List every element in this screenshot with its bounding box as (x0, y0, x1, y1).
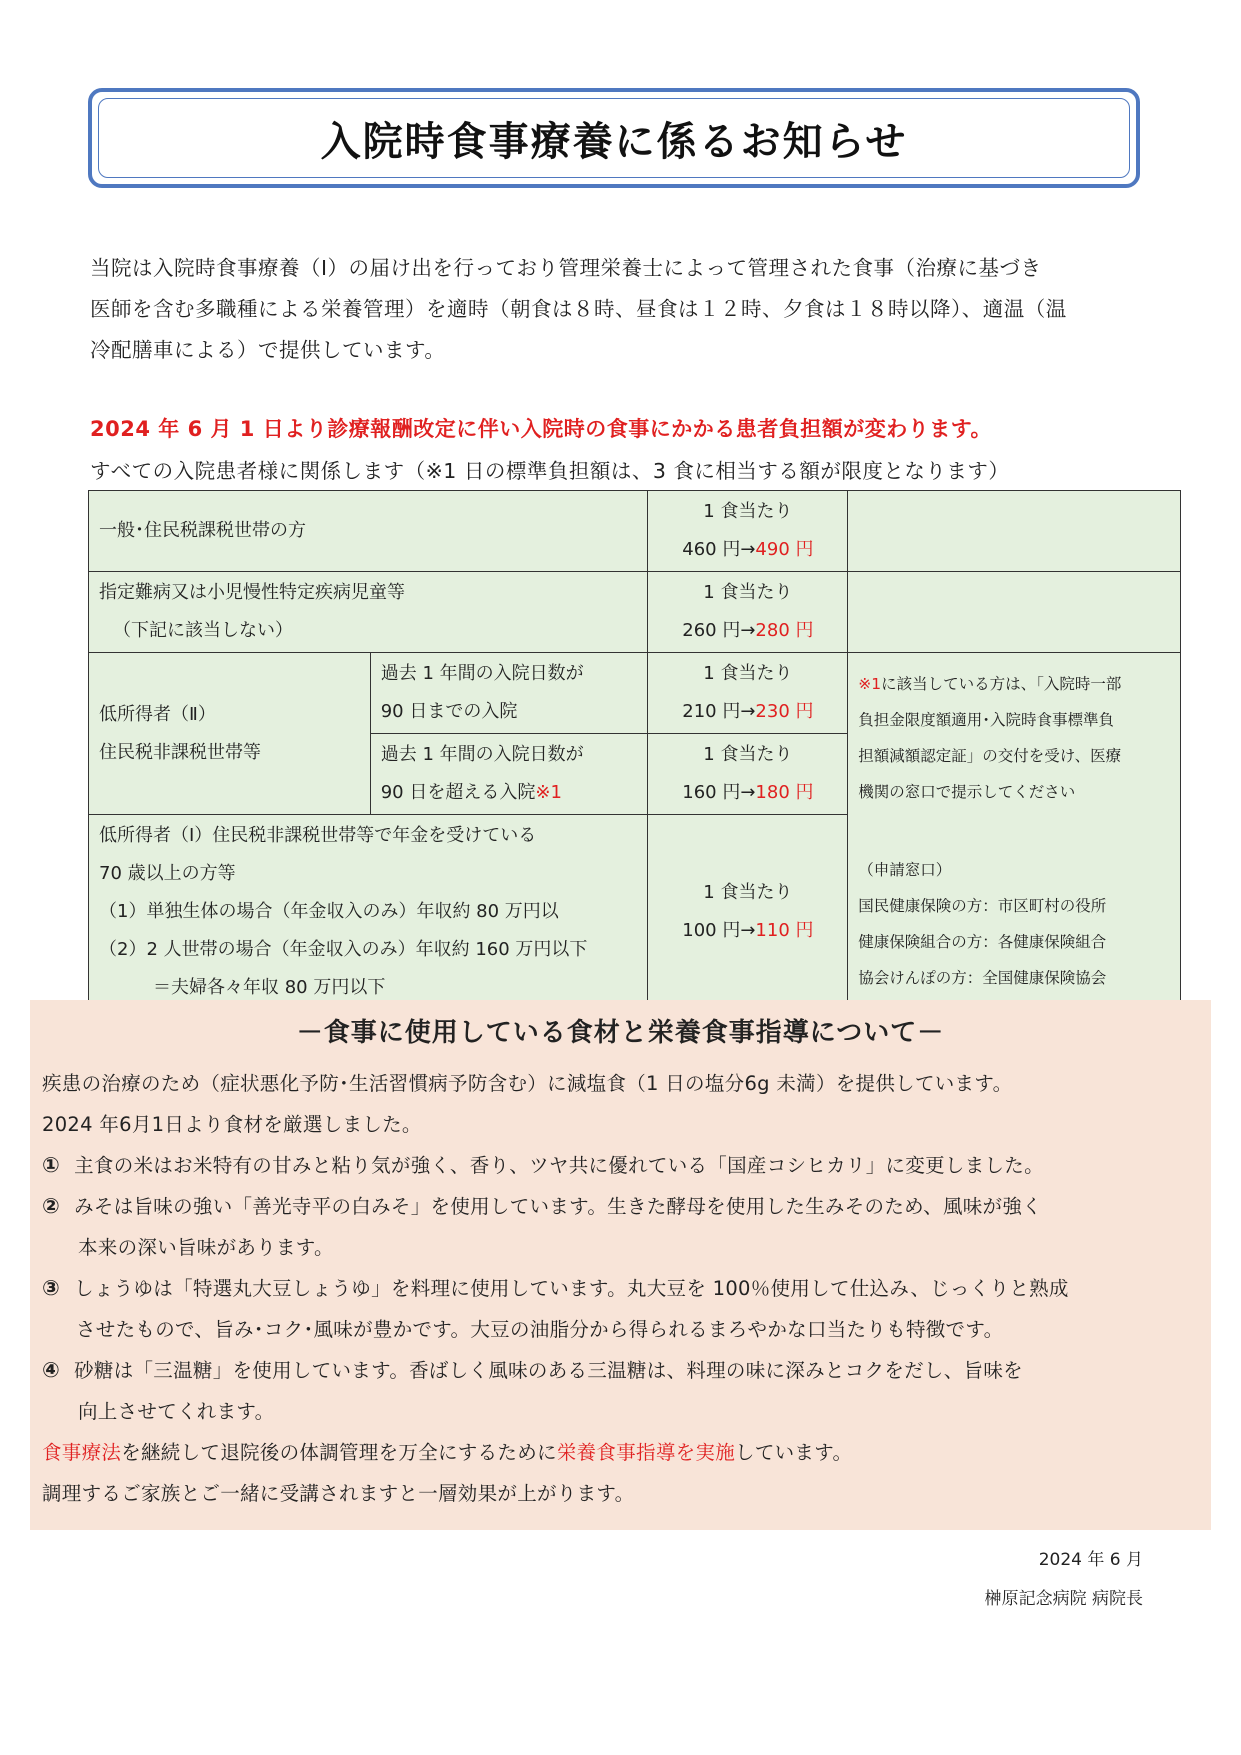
category-cell (89, 491, 648, 572)
price-unit: 1 食当たり (703, 582, 793, 603)
category-label: （2）2 人世帯の場合（年金収入のみ）年収約 160 万円以下 (99, 939, 588, 960)
empty-cell (848, 572, 1181, 653)
highlight-text: 栄養食事指導を実施 (556, 1441, 736, 1464)
item-text: 砂糖は「三温糖」を使用しています。香ばしく風味のある三温糖は、料理の味に深みとコクをだし、旨味を (74, 1359, 1023, 1382)
price-unit: 1 食当たり (703, 882, 793, 903)
subcategory-label: 過去 1 年間の入院日数が (380, 663, 584, 684)
closing-text: しています。 (735, 1441, 853, 1464)
price-new: 230 円 (755, 701, 814, 722)
closing-text: を継続して退院後の体調管理を万全にするために (121, 1441, 557, 1464)
price-cell (648, 491, 848, 572)
intro-line: 当院は入院時食事療養（Ⅰ）の届け出を行っており管理栄養士によって管理された食事（治療に基づき (90, 256, 1042, 280)
note-text: に該当している方は、「入院時一部 (881, 675, 1122, 693)
note-text: 負担金限度額適用･入院時食事標準負 (858, 711, 1115, 729)
price-new: 110 円 (755, 920, 814, 941)
note-cell (848, 653, 1181, 1010)
category-label: ＝夫婦各々年収 80 万円以下 (153, 977, 386, 998)
item-number: ④ (42, 1358, 61, 1382)
price-new: 180 円 (755, 782, 814, 803)
category-cell (89, 815, 648, 1010)
price-unit: 1 食当たり (703, 663, 793, 684)
price-old: 460 円→ (682, 539, 756, 560)
category-label: 70 歳以上の方等 (99, 863, 236, 884)
item-text-continued: 本来の深い旨味があります。 (78, 1236, 334, 1259)
price-old: 260 円→ (682, 620, 756, 641)
price-new: 490 円 (755, 539, 814, 560)
subcategory-label: 過去 1 年間の入院日数が (380, 744, 584, 765)
window-item: 国民健康保険の方：市区町村の役所 (858, 897, 1107, 915)
section-paragraph: 2024 年6月1日より食材を厳選しました。 (42, 1113, 422, 1136)
list-item (42, 1186, 1202, 1227)
intro-text (90, 248, 1150, 371)
intro-line: 冷配膳車による）で提供しています。 (90, 338, 446, 362)
price-cell (648, 572, 848, 653)
signer: 榊原記念病院 病院長 (984, 1589, 1143, 1609)
subcategory-label: 90 日までの入院 (380, 701, 518, 722)
window-heading: （申請窓口） (858, 861, 952, 879)
table-row (89, 572, 1181, 653)
category-label: 低所得者（Ⅰ）住民税非課税世帯等で年金を受けている (99, 825, 537, 846)
note-reference-mark: ※1 (535, 782, 562, 803)
price-cell (648, 734, 848, 815)
section-title: －食事に使用している食材と栄養食事指導について－ (296, 1018, 945, 1048)
page-title: 入院時食事療養に係るお知らせ (98, 98, 1130, 178)
fee-table (88, 490, 1181, 1010)
item-text: みそは旨味の強い「善光寺平の白みそ」を使用しています。生きた酵母を使用した生みそのため、風味が強く (74, 1195, 1042, 1218)
price-unit: 1 食当たり (703, 744, 793, 765)
section-paragraph: 疾患の治療のため（症状悪化予防･生活習慣病予防含む）に減塩食（1 日の塩分6g 未満）を提供しています。 (42, 1072, 1013, 1095)
category-label: （1）単独生体の場合（年金収入のみ）年収約 80 万円以 (99, 901, 559, 922)
subcategory-cell (370, 653, 648, 734)
item-text: しょうゆは「特選丸大豆しょうゆ」を料理に使用しています。丸大豆を 100％使用して仕込み、じっくりと熟成 (74, 1277, 1069, 1300)
issue-date: 2024 年 6 月 (1038, 1550, 1143, 1570)
item-text-continued: させたもので、旨み･コク･風味が豊かです。大豆の油脂分から得られるまろやかな口当たりも特徴です。 (76, 1318, 1004, 1341)
revision-subnotice: すべての入院患者様に関係します（※1 日の標準負担額は、3 食に相当する額が限度となります） (90, 459, 1010, 483)
category-cell (89, 572, 648, 653)
category-label: 一般･住民税課税世帯の方 (99, 520, 306, 541)
note-text: 機関の窓口で提示してください (858, 783, 1076, 801)
list-item (42, 1145, 1202, 1186)
highlight-text: 食事療法 (42, 1441, 122, 1464)
item-text-continued: 向上させてくれます。 (78, 1400, 275, 1423)
item-number: ② (42, 1194, 61, 1218)
subcategory-label: 90 日を超える入院 (380, 782, 536, 803)
price-unit: 1 食当たり (703, 501, 793, 522)
price-old: 160 円→ (682, 782, 756, 803)
list-item (42, 1350, 1202, 1391)
item-number: ③ (42, 1276, 61, 1300)
price-old: 100 円→ (682, 920, 756, 941)
note-text: 担額減額認定証」の交付を受け、医療 (858, 747, 1122, 765)
subcategory-cell (370, 734, 648, 815)
table-row (89, 491, 1181, 572)
empty-cell (848, 491, 1181, 572)
window-item: 協会けんぽの方：全国健康保険協会 (858, 969, 1107, 987)
title-box (88, 88, 1140, 188)
revision-notice: 2024 年 6 月 1 日より診療報酬改定に伴い入院時の食事にかかる患者負担額が変わります。 (90, 417, 993, 441)
category-sublabel: （下記に該当しない） (113, 620, 293, 641)
closing-line (42, 1432, 1202, 1473)
price-old: 210 円→ (682, 701, 756, 722)
item-number: ① (42, 1153, 61, 1177)
table-row (89, 653, 1181, 734)
category-label: 低所得者（Ⅱ） (99, 703, 216, 725)
price-new: 280 円 (755, 620, 814, 641)
category-label: 指定難病又は小児慢性特定疾病児童等 (99, 582, 405, 603)
price-cell (648, 653, 848, 734)
category-sublabel: 住民税非課税世帯等 (99, 741, 261, 763)
closing-line: 調理するご家族とご一緒に受講されますと一層効果が上がります。 (42, 1482, 635, 1505)
price-cell (648, 815, 848, 1010)
window-item: 健康保険組合の方：各健康保険組合 (858, 933, 1107, 951)
list-item (42, 1268, 1202, 1309)
category-cell (89, 653, 371, 815)
note-mark: ※1 (858, 675, 882, 693)
item-text: 主食の米はお米特有の甘みと粘り気が強く、香り、ツヤ共に優れている「国産コシヒカリ」に変更しました。 (74, 1154, 1044, 1177)
food-guidance-section (30, 1000, 1211, 1530)
intro-line: 医師を含む多職種による栄養管理）を適時（朝食は８時、昼食は１２時、夕食は１８時以降）、適温（温 (90, 297, 1067, 321)
